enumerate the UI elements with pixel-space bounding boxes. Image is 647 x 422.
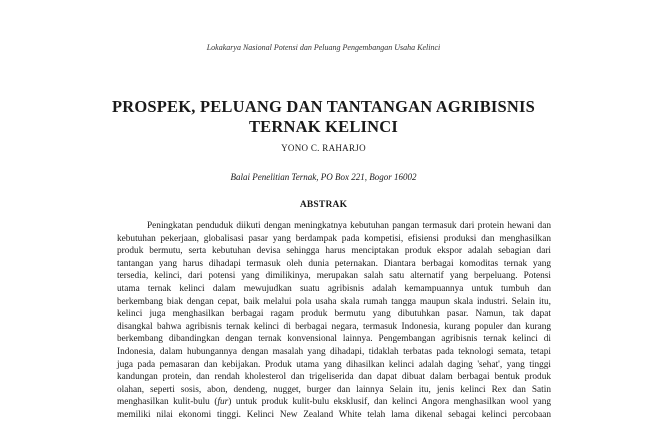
abstract-line: menghasilkan kulit-bulu (fur) untuk produk kulit-bulu eksklusif, dan kelinci Angora menghasilkan wool yang	[117, 397, 551, 408]
abstract-line: kandungan protein, dan rendah kholesterol dan trigeliserida dan dapat dibuat dalam berbagai bentuk produk	[117, 372, 551, 383]
abstract-line: juga pada pemasaran dan kebijakan. Produk utama yang dihasilkan kelinci adalah daging 'sehat', yang tinggi	[117, 359, 551, 370]
abstract-line: kebutuhan pekerjaan, globalisasi pasar yang berdampak pada kompetisi, efisiensi produksi dan menghasilkan	[117, 233, 551, 244]
abstract-line: Peningkatan penduduk diikuti dengan meningkatnya kebutuhan pangan termasuk dari protein hewani dan	[147, 221, 551, 231]
author-name: YONO C. RAHARJO	[281, 143, 366, 153]
title-line-1: PROSPEK, PELUANG DAN TANTANGAN AGRIBISNIS	[111, 97, 536, 116]
abstract-body	[117, 220, 551, 422]
running-header: Lokakarya Nasional Potensi dan Peluang Pengembangan Usaha Kelinci	[206, 43, 441, 52]
author-affiliation: Balai Penelitian Ternak, PO Box 221, Bogor 16002	[230, 172, 417, 182]
paper-title	[0, 97, 647, 137]
abstract-line: berkembang biak dengan cepat, baik melalui pola usaha skala rumah tangga maupun skala industri. Selain itu,	[117, 296, 551, 307]
abstract-line: tersedia, kelinci, dari potensi yang dimilikinya, merupakan salah satu alternatif yang berpeluang. Potensi	[117, 271, 551, 282]
abstract-line: berkembang dibandingkan dengan ternak konvensional lainnya. Pengembangan agribisnis ternak kelinci di	[117, 334, 551, 345]
abstract-line: kelinci juga menghasilkan berbagai ragam produk bermutu yang dibutuhkan pasar. Namun, tak dapat	[117, 309, 551, 320]
abstract-line: disangkal bahwa agribisnis ternak kelinci di berbagai negara, termasuk Indonesia, kurang populer dan kurang	[117, 321, 551, 332]
abstract-heading: ABSTRAK	[299, 200, 348, 210]
abstract-line: utama ternak kelinci dalam mewujudkan suatu agribisnis adalah kemampuannya untuk tumbuh dan	[117, 283, 551, 294]
abstract-line: tantangan yang harus dihadapi termasuk oleh dunia peternakan. Diantara berbagai komoditas ternak yang	[117, 258, 551, 269]
title-line-2: TERNAK KELINCI	[248, 117, 399, 136]
abstract-line: olahan, seperti sosis, abon, dendeng, nugget, burger dan lainnya Selain itu, jenis kelinci Rex dan Satin	[117, 384, 551, 395]
abstract-line: produk bermutu, serta kebutuhan devisa sehingga harus menciptakan produk ekspor adalah sebagian dari	[117, 246, 551, 257]
abstract-line: Indonesia, dalam hubungannya dengan masalah yang dihadapi, tidaklah terbatas pada teknologi semata, tetapi	[117, 346, 551, 357]
abstract-line: memiliki nilai ekonomi tinggi. Kelinci New Zealand White telah lama dikenal sebagai kelinci percobaan	[117, 409, 551, 420]
